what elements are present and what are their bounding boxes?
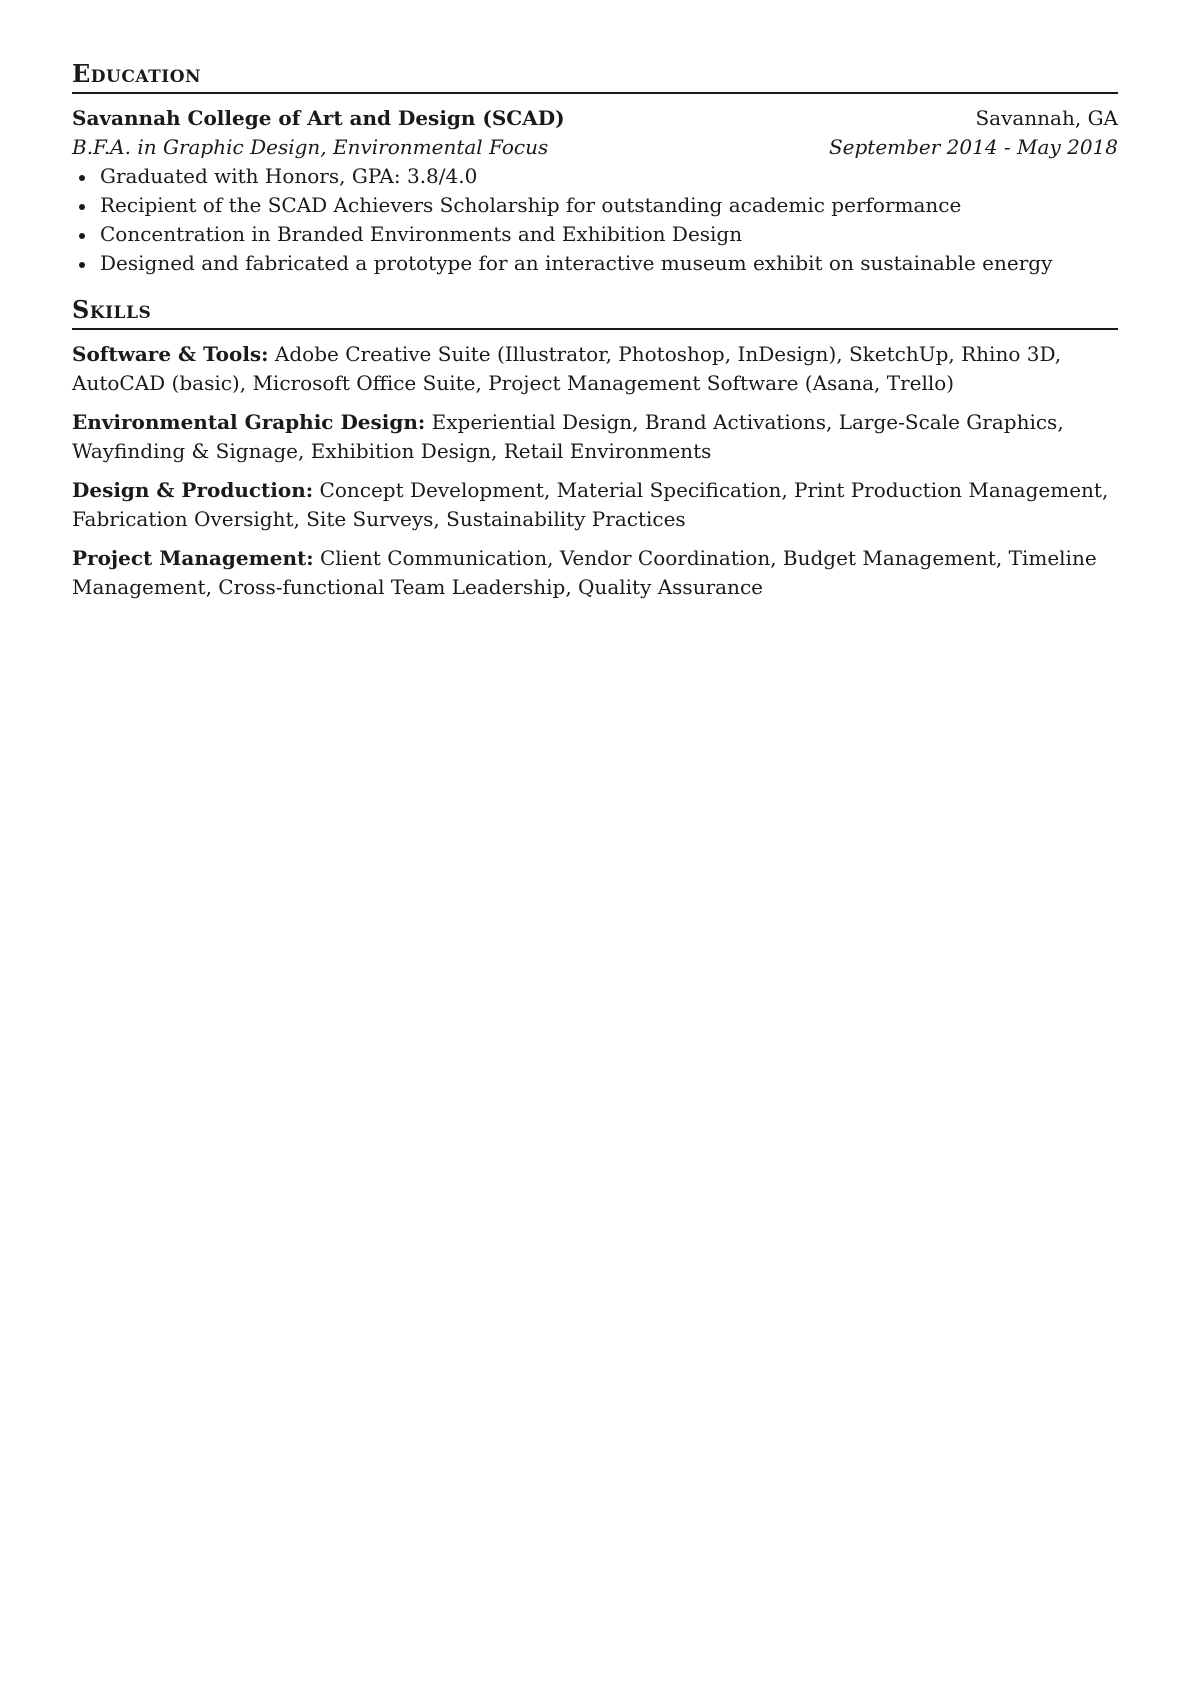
skill-text: Client Communication, Vendor Coordination, Budget Management, Timeline Management, Cross-functional Team Leadership, Quality Assurance [72,546,1097,599]
skill-label: Design & Production: [72,478,314,502]
education-section [72,59,1118,278]
list-item: Recipient of the SCAD Achievers Scholarship for outstanding academic performance [72,191,1118,220]
skills-heading: Skills [72,298,1118,330]
skills-section [72,295,1118,602]
education-bullets [72,162,1118,278]
resume-page [72,59,1118,602]
skill-design-production [72,476,1118,534]
skill-text: Adobe Creative Suite (Illustrator, Photoshop, InDesign), SketchUp, Rhino 3D, AutoCAD (basic), Microsoft Office Suite, Project Management Software (Asana, Trello) [72,342,1062,395]
education-dates: September 2014 - May 2018 [828,135,1118,159]
list-item: Concentration in Branded Environments and Exhibition Design [72,220,1118,249]
skill-software-tools [72,340,1118,398]
list-item: Designed and fabricated a prototype for an interactive museum exhibit on sustainable energy [72,249,1118,278]
skill-environmental-graphic-design [72,408,1118,466]
school-name: Savannah College of Art and Design (SCAD) [72,106,565,130]
skill-project-management [72,544,1118,602]
list-item: Graduated with Honors, GPA: 3.8/4.0 [72,162,1118,191]
degree: B.F.A. in Graphic Design, Environmental Focus [72,135,549,159]
education-heading: Education [72,62,1118,94]
skill-text: Concept Development, Material Specification, Print Production Management, Fabrication Oversight, Site Surveys, Sustainability Practices [72,478,1109,531]
skill-label: Software & Tools: [72,342,269,366]
skill-text: Experiential Design, Brand Activations, Large-Scale Graphics, Wayfinding & Signage, Exhibition Design, Retail Environments [72,410,1064,463]
skill-label: Environmental Graphic Design: [72,410,426,434]
school-location: Savannah, GA [975,106,1118,130]
education-entry [72,104,1118,278]
skill-label: Project Management: [72,546,314,570]
